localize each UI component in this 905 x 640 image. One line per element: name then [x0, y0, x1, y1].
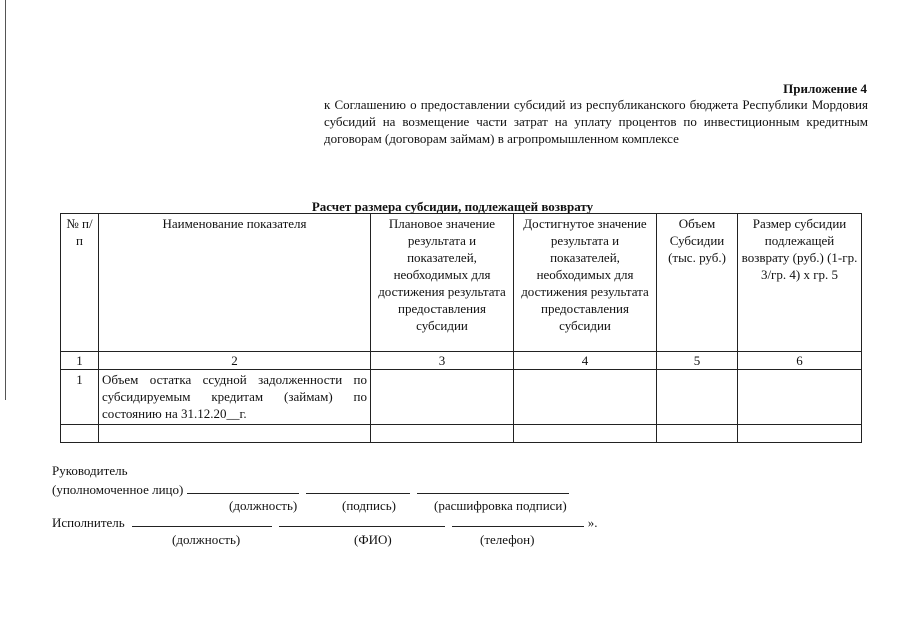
executor-label: Исполнитель — [52, 515, 125, 530]
indicator-name-cell: Объем остатка ссудной задолженности по субсидируемым кредитам (займам) по состоянию на 31.12.20__г. — [99, 370, 371, 425]
column-number-row — [61, 352, 862, 370]
column-number-cell: 2 — [99, 352, 371, 370]
head-caption-sign: (подпись) — [342, 498, 396, 513]
head-caption-decode: (расшифровка подписи) — [434, 498, 567, 513]
head-label: Руководитель — [52, 463, 128, 478]
authorized-person-label: (уполномоченное лицо) — [52, 482, 184, 497]
empty-cell[interactable] — [99, 425, 371, 443]
column-number-cell: 1 — [61, 352, 99, 370]
executor-phone-blank[interactable] — [452, 514, 584, 527]
empty-cell[interactable] — [657, 425, 738, 443]
header-cell-subsidy-volume: Объем Субсидии (тыс. руб.) — [657, 214, 738, 352]
refund-amount-cell[interactable] — [738, 370, 862, 425]
table-row — [61, 370, 862, 425]
executor-name-blank[interactable] — [279, 514, 445, 527]
column-number-cell: 4 — [514, 352, 657, 370]
exec-caption-position: (должность) — [172, 532, 241, 547]
empty-cell[interactable] — [371, 425, 514, 443]
empty-cell[interactable] — [738, 425, 862, 443]
header-cell-refund-amount: Размер субсидии подлежащей возврату (руб.) (1-гр. 3/гр. 4) х гр. 5 — [738, 214, 862, 352]
achieved-value-cell[interactable] — [514, 370, 657, 425]
head-signature-line — [52, 481, 569, 498]
table-row — [61, 425, 862, 443]
exec-caption-name: (ФИО) — [354, 532, 392, 547]
header-cell-indicator-name: Наименование показателя — [99, 214, 371, 352]
subsidy-calculation-table — [60, 213, 862, 443]
executor-signature-line — [52, 514, 597, 531]
empty-cell[interactable] — [61, 425, 99, 443]
appendix-description: к Соглашению о предоставлении субсидий из республиканского бюджета Республики Мордовия субсидий на возмещение части затрат на уплату процентов по инвестиционным кредитным договорам (договорам займам) в агропромышленном комплексе — [324, 97, 868, 146]
head-decode-blank[interactable] — [417, 481, 569, 494]
empty-cell[interactable] — [514, 425, 657, 443]
column-number-cell: 3 — [371, 352, 514, 370]
row-number-cell: 1 — [61, 370, 99, 425]
column-number-cell: 6 — [738, 352, 862, 370]
column-number-cell: 5 — [657, 352, 738, 370]
executor-end-mark: ». — [587, 515, 598, 530]
header-cell-achieved-value: Достигнутое значение результата и показателей, необходимых для достижения результата предоставления субсидии — [514, 214, 657, 352]
header-cell-number: № п/п — [61, 214, 99, 352]
head-caption-position: (должность) — [229, 498, 298, 513]
appendix-title: Приложение 4 — [783, 81, 867, 96]
table-header-row — [61, 214, 862, 352]
planned-value-cell[interactable] — [371, 370, 514, 425]
header-cell-planned-value: Плановое значение результата и показателей, необходимых для достижения результата предоставления субсидии — [371, 214, 514, 352]
calculation-title: Расчет размера субсидии, подлежащей возврату — [311, 199, 594, 214]
executor-position-blank[interactable] — [132, 514, 272, 527]
head-signature-blank[interactable] — [306, 481, 410, 494]
head-position-blank[interactable] — [187, 481, 299, 494]
exec-caption-phone: (телефон) — [480, 532, 535, 547]
subsidy-volume-cell[interactable] — [657, 370, 738, 425]
